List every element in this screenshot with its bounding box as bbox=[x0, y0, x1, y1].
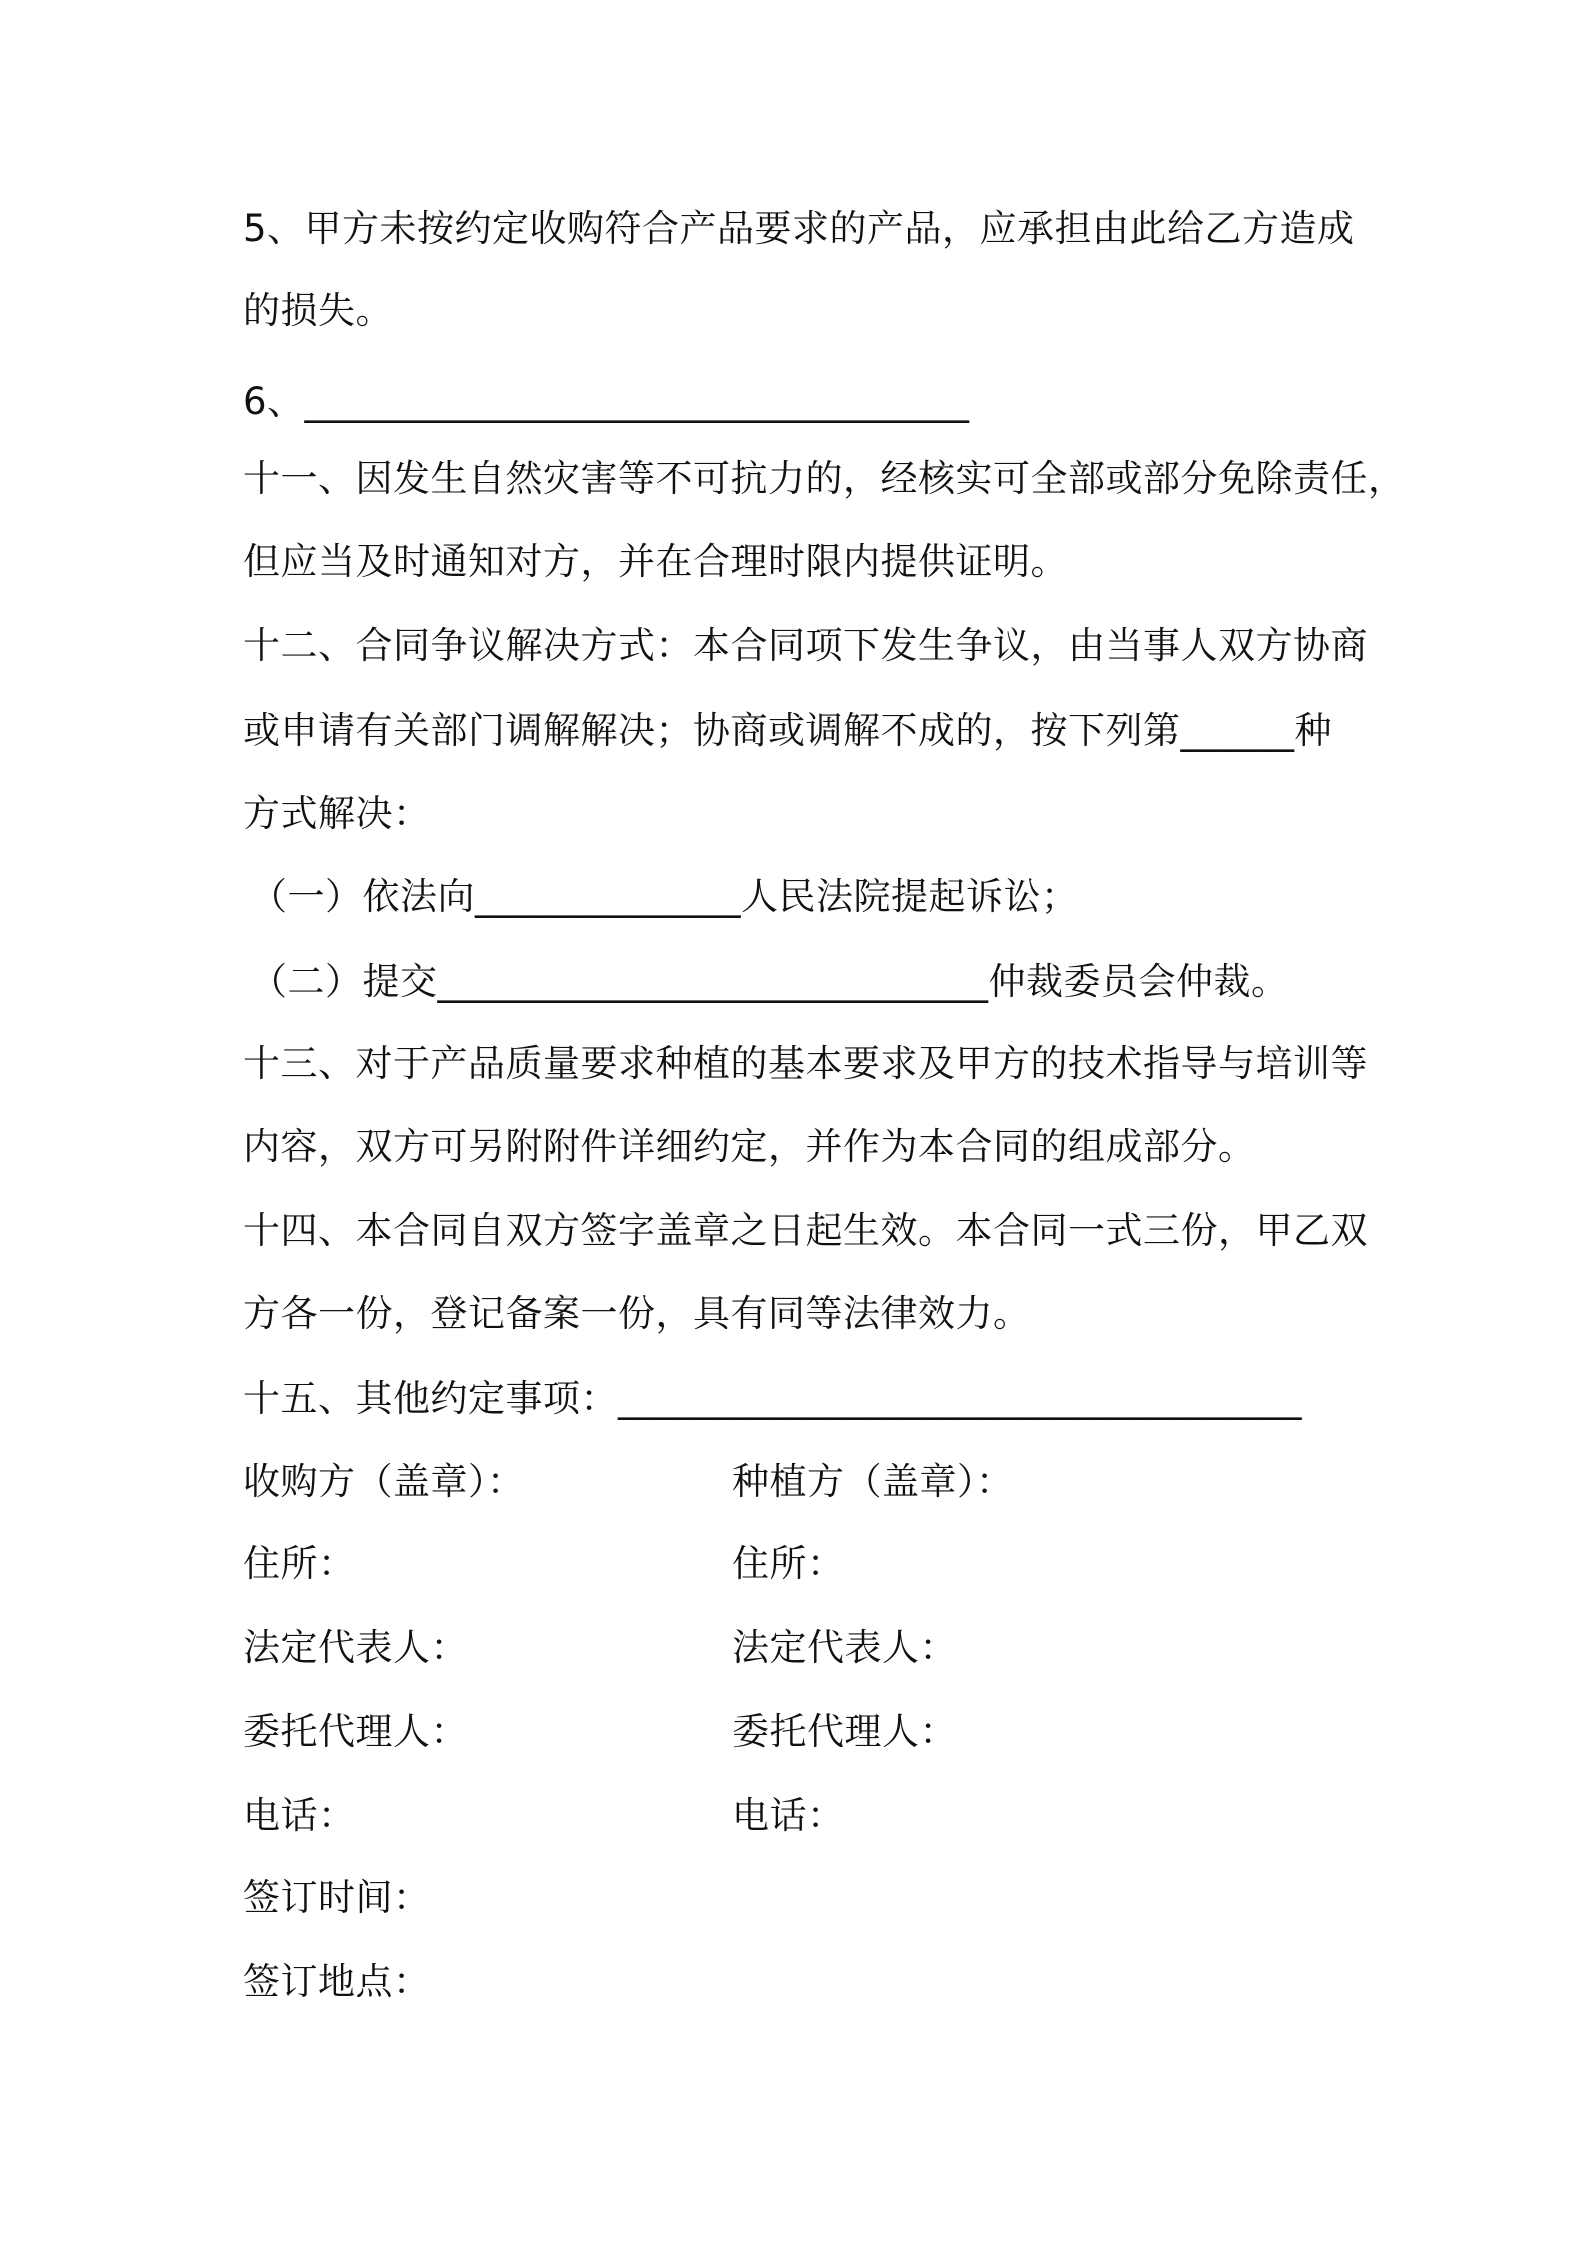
article-14-line-1: 十四、本合同自双方签字盖章之日起生效。本合同一式三份，甲乙双 bbox=[243, 1209, 1368, 1252]
buyer-agent-label: 委托代理人： bbox=[243, 1710, 468, 1753]
sign-time-label: 签订时间： bbox=[243, 1876, 431, 1919]
article-15-line: 十五、其他约定事项：____________________________________ bbox=[243, 1377, 1302, 1420]
grower-address-label: 住所： bbox=[732, 1542, 845, 1585]
clause-5-line-2: 的损失。 bbox=[243, 289, 393, 332]
grower-seal-label: 种植方（盖章）： bbox=[732, 1460, 1014, 1503]
buyer-legal-rep-label: 法定代表人： bbox=[243, 1626, 468, 1669]
sign-place-label: 签订地点： bbox=[243, 1960, 431, 2003]
article-13-line-2: 内容，双方可另附附件详细约定，并作为本合同的组成部分。 bbox=[243, 1125, 1256, 1168]
grower-legal-rep-label: 法定代表人： bbox=[732, 1626, 957, 1669]
article-11-line-1: 十一、因发生自然灾害等不可抗力的，经核实可全部或部分免除责任， bbox=[243, 457, 1406, 500]
article-12-line-1: 十二、合同争议解决方式：本合同项下发生争议，由当事人双方协商 bbox=[243, 624, 1368, 667]
buyer-phone-label: 电话： bbox=[243, 1794, 356, 1837]
dispute-option-2: （二）提交_____________________________仲裁委员会仲裁。 bbox=[250, 960, 1289, 1003]
buyer-address-label: 住所： bbox=[243, 1542, 356, 1585]
clause-5-line-1: 5、甲方未按约定收购符合产品要求的产品，应承担由此给乙方造成 bbox=[243, 207, 1355, 250]
buyer-seal-label: 收购方（盖章）： bbox=[243, 1460, 525, 1503]
article-13-line-1: 十三、对于产品质量要求种植的基本要求及甲方的技术指导与培训等 bbox=[243, 1042, 1368, 1085]
grower-phone-label: 电话： bbox=[732, 1794, 845, 1837]
article-12-line-3: 方式解决： bbox=[243, 792, 431, 835]
clause-6-line: 6、___________________________________ bbox=[243, 380, 970, 423]
article-12-line-2: 或申请有关部门调解解决；协商或调解不成的，按下列第______种 bbox=[243, 709, 1332, 752]
dispute-option-1: （一）依法向______________人民法院提起诉讼； bbox=[250, 875, 1079, 918]
article-14-line-2: 方各一份，登记备案一份，具有同等法律效力。 bbox=[243, 1292, 1031, 1335]
grower-agent-label: 委托代理人： bbox=[732, 1710, 957, 1753]
article-11-line-2: 但应当及时通知对方，并在合理时限内提供证明。 bbox=[243, 540, 1068, 583]
